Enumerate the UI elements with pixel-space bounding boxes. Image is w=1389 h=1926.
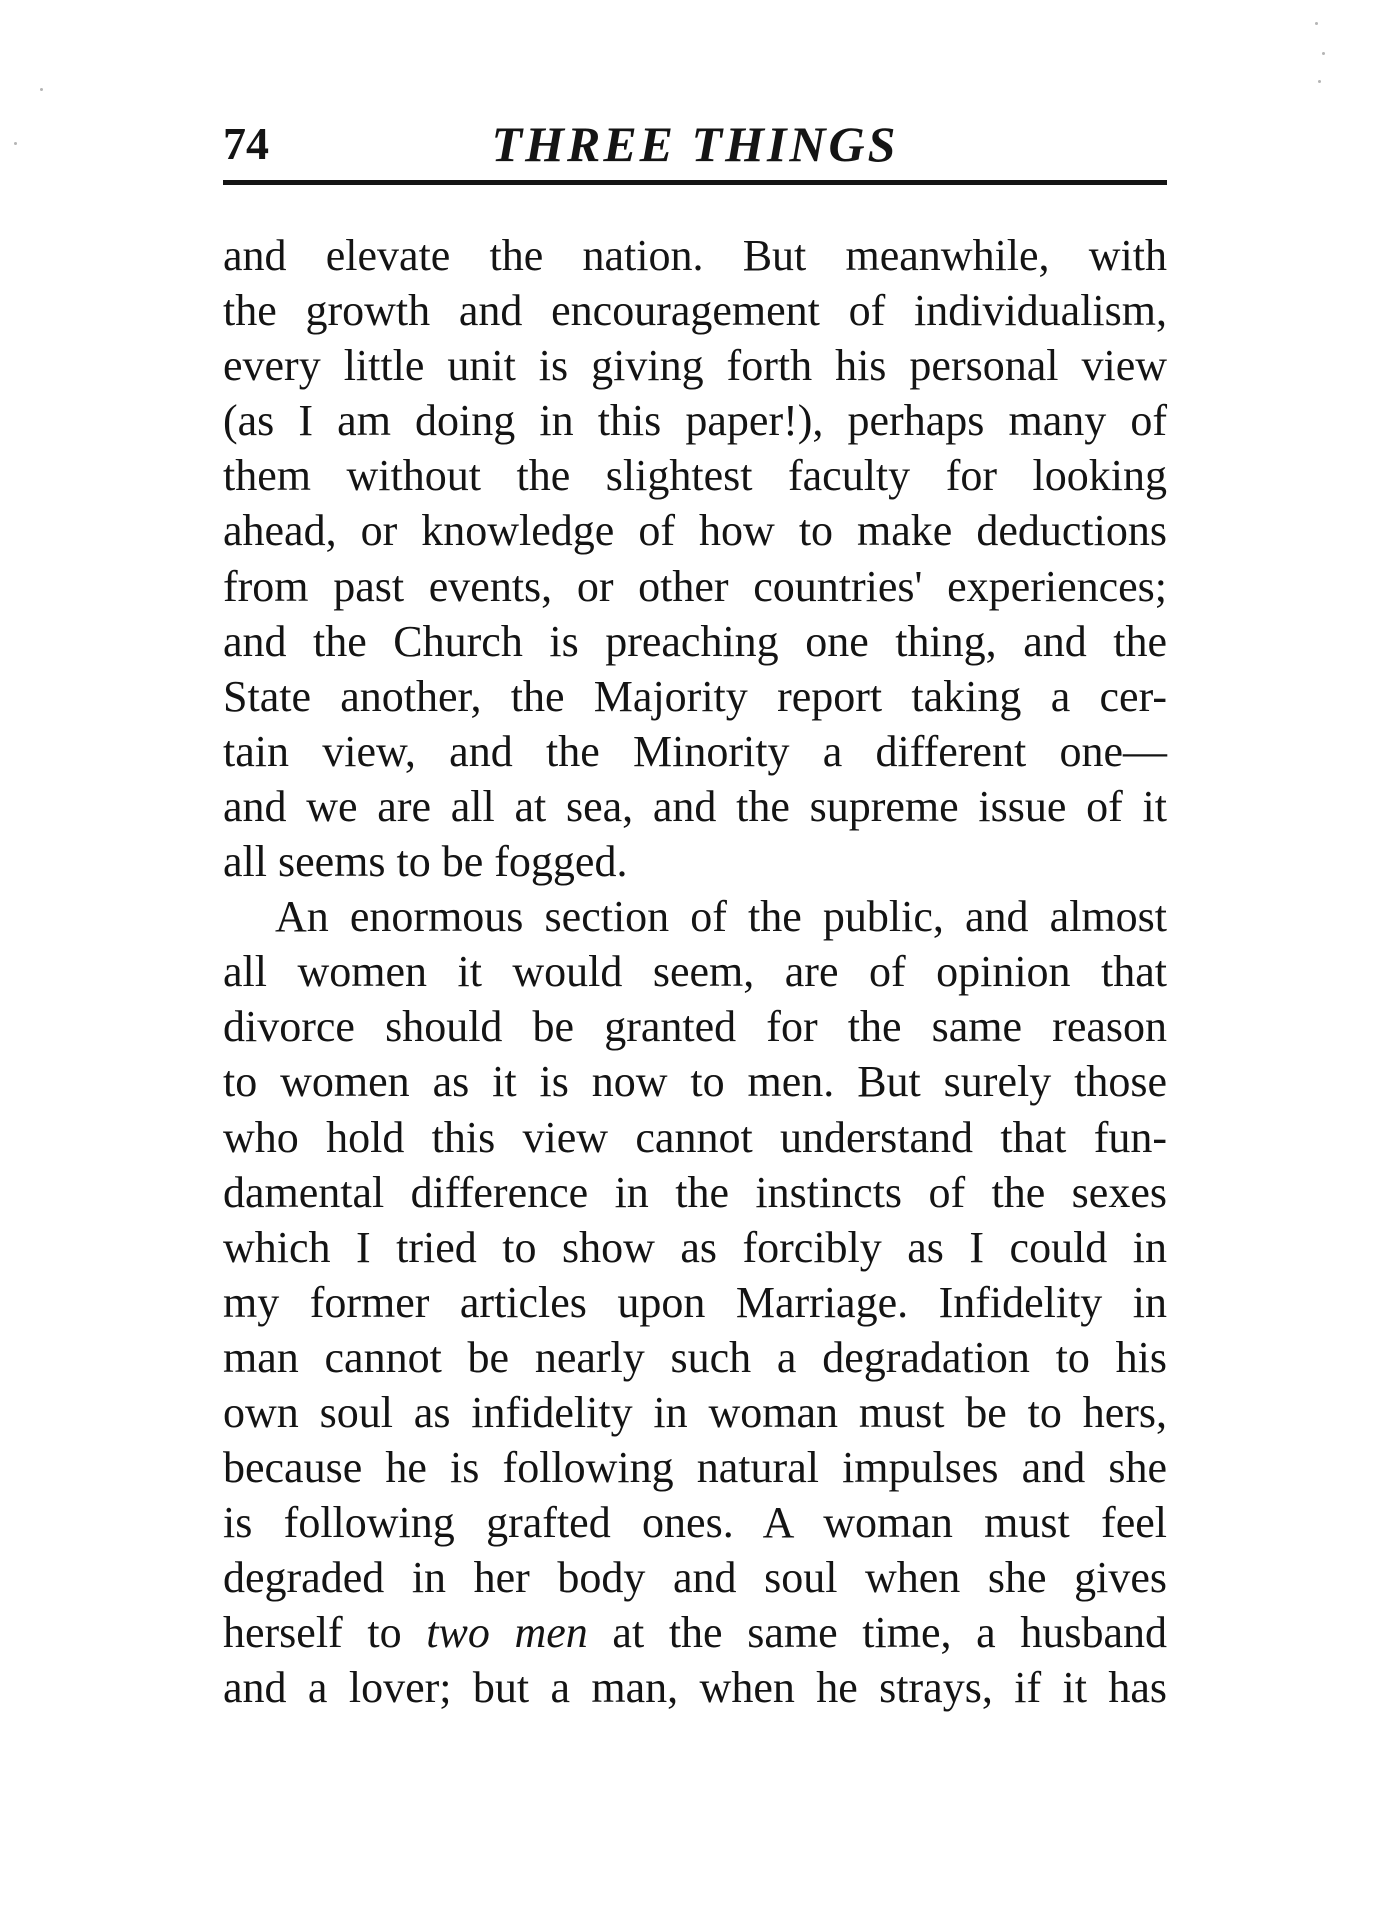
text-line: the growth and encouragement of individualism, — [223, 286, 1167, 336]
body-text — [223, 228, 1167, 1716]
scan-speck — [1315, 22, 1318, 25]
scan-speck — [1318, 80, 1321, 83]
header-rule — [223, 180, 1167, 185]
text-line: to women as it is now to men. But surely those — [223, 1057, 1167, 1107]
text-line: degraded in her body and soul when she gives — [223, 1553, 1167, 1603]
text-line: my former articles upon Marriage. Infidelity in — [223, 1277, 1167, 1327]
text-line: is following grafted ones. A woman must feel — [223, 1498, 1167, 1548]
text-segment: herself to — [223, 1608, 427, 1658]
page-number: 74 — [223, 118, 269, 169]
text-line-with-emphasis — [223, 1605, 1167, 1660]
text-line: and a lover; but a man, when he strays, if it has — [223, 1663, 1167, 1713]
text-line: and elevate the nation. But meanwhile, with — [223, 231, 1167, 280]
text-line: them without the slightest faculty for looking — [223, 451, 1167, 501]
scan-speck — [40, 88, 43, 91]
text-line: tain view, and the Minority a different one— — [223, 726, 1167, 776]
text-segment: at the same time, a husband — [587, 1608, 1167, 1658]
text-line: because he is following natural impulses and she — [223, 1443, 1167, 1493]
text-line: damental difference in the instincts of the sexes — [223, 1167, 1167, 1217]
text-line: (as I am doing in this paper!), perhaps many of — [223, 396, 1167, 446]
paragraph-end-line: all seems to be fogged. — [223, 837, 628, 887]
text-line: and the Church is preaching one thing, and the — [223, 616, 1167, 666]
text-line: divorce should be granted for the same reason — [223, 1002, 1167, 1052]
scan-speck — [14, 142, 17, 145]
emphasis-text: two men — [426, 1608, 588, 1658]
text-line: ahead, or knowledge of how to make deductions — [223, 506, 1167, 556]
text-line: all women it would seem, are of opinion that — [223, 947, 1167, 997]
text-line: who hold this view cannot understand that fun- — [223, 1112, 1167, 1162]
text-line: from past events, or other countries' experiences; — [223, 561, 1167, 611]
paragraph-start-line: An enormous section of the public, and almost — [275, 892, 1167, 942]
page-header — [223, 112, 1167, 178]
running-title: THREE THINGS — [491, 116, 899, 172]
text-line: State another, the Majority report taking a cer- — [223, 671, 1167, 721]
text-line: own soul as infidelity in woman must be to hers, — [223, 1387, 1167, 1437]
text-line: every little unit is giving forth his personal view — [223, 341, 1167, 391]
text-line: man cannot be nearly such a degradation to his — [223, 1332, 1167, 1382]
text-line: which I tried to show as forcibly as I could in — [223, 1222, 1167, 1272]
scan-speck — [1322, 52, 1325, 55]
text-line: and we are all at sea, and the supreme issue of it — [223, 781, 1167, 831]
